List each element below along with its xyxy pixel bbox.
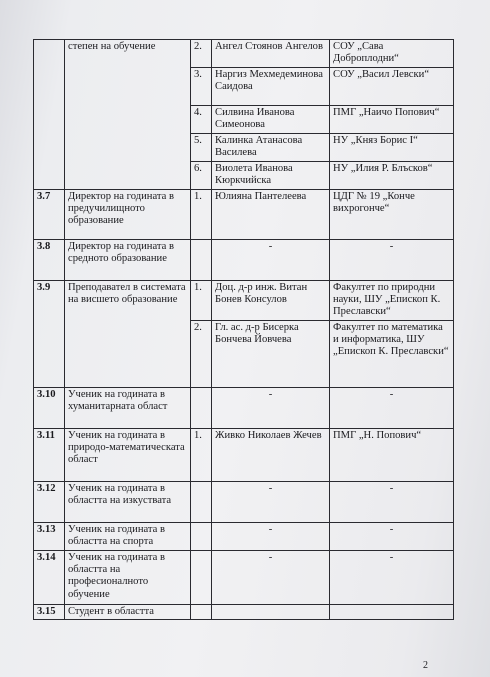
entry-index: 1.	[191, 429, 212, 482]
row-number: 3.8	[34, 240, 65, 281]
category-cell: Ученик на годината в природо-математическата област	[65, 429, 191, 482]
category-cell: Студент в областта	[65, 605, 191, 620]
entry-index: 3.	[191, 68, 212, 106]
dash-cell: -	[212, 551, 330, 605]
entry-org: ПМГ „Н. Попович“	[330, 429, 454, 482]
row-number: 3.10	[34, 388, 65, 429]
entry-name: Наргиз Мехмедеминова Саидова	[212, 68, 330, 106]
table-row	[34, 240, 454, 281]
dash-cell: -	[330, 388, 454, 429]
entry-name: Калинка Атанасова Василева	[212, 134, 330, 162]
empty-index-cell	[191, 605, 212, 620]
row-number: 3.14	[34, 551, 65, 605]
row-number: 3.12	[34, 482, 65, 523]
empty-index-cell	[191, 388, 212, 429]
table-row	[34, 190, 454, 240]
entry-name: Виолета Иванова Кюркчийска	[212, 162, 330, 190]
row-number: 3.13	[34, 523, 65, 551]
entry-index: 1.	[191, 190, 212, 240]
entry-name: Силвина Иванова Симеонова	[212, 106, 330, 134]
entry-index: 2.	[191, 40, 212, 68]
row-number: 3.9	[34, 281, 65, 388]
dash-cell: -	[330, 482, 454, 523]
table-row	[34, 388, 454, 429]
page-number: 2	[423, 660, 428, 671]
empty-index-cell	[191, 551, 212, 605]
table-row	[34, 40, 454, 68]
entry-org: Факултет по математика и информатика, ШУ „Епископ К. Преславски“	[330, 321, 454, 388]
dash-cell: -	[212, 240, 330, 281]
entry-index: 5.	[191, 134, 212, 162]
row-number: 3.7	[34, 190, 65, 240]
table-row	[34, 551, 454, 605]
entry-org: СОУ „Сава Доброплодни“	[330, 40, 454, 68]
entry-name: Живко Николаев Жечев	[212, 429, 330, 482]
empty-index-cell	[191, 523, 212, 551]
entry-org: ЦДГ № 19 „Конче вихрогонче“	[330, 190, 454, 240]
dash-cell: -	[330, 551, 454, 605]
table-row	[34, 281, 454, 321]
entry-index: 4.	[191, 106, 212, 134]
category-cell: Ученик на годината в областта на професионалното обучение	[65, 551, 191, 605]
entry-name: Гл. ас. д-р Бисерка Бончева Йовчева	[212, 321, 330, 388]
category-cell: Директор на годината в предучилищното образование	[65, 190, 191, 240]
empty-cell	[212, 605, 330, 620]
category-cell: Преподавател в системата на висшето образование	[65, 281, 191, 388]
entry-org: Факултет по природни науки, ШУ „Епископ К. Преславски“	[330, 281, 454, 321]
entry-org: ПМГ „Наичо Попович“	[330, 106, 454, 134]
table-row	[34, 429, 454, 482]
entry-org: СОУ „Васил Левски“	[330, 68, 454, 106]
entry-org: НУ „Княз Борис I“	[330, 134, 454, 162]
row-number	[34, 40, 65, 190]
dash-cell: -	[330, 523, 454, 551]
table-row	[34, 482, 454, 523]
entry-name: Юлияна Пантелеева	[212, 190, 330, 240]
empty-index-cell	[191, 482, 212, 523]
row-number: 3.11	[34, 429, 65, 482]
dash-cell: -	[212, 388, 330, 429]
empty-index-cell	[191, 240, 212, 281]
table-row	[34, 605, 454, 620]
dash-cell: -	[212, 523, 330, 551]
category-cell: Ученик на годината в хуманитарната област	[65, 388, 191, 429]
category-cell: степен на обучение	[65, 40, 191, 190]
row-number: 3.15	[34, 605, 65, 620]
entry-index: 1.	[191, 281, 212, 321]
awards-table	[33, 39, 454, 620]
entry-index: 6.	[191, 162, 212, 190]
entry-name: Доц. д-р инж. Витан Бонев Консулов	[212, 281, 330, 321]
empty-cell	[330, 605, 454, 620]
entry-org: НУ „Илия Р. Блъсков“	[330, 162, 454, 190]
dash-cell: -	[212, 482, 330, 523]
category-cell: Ученик на годината в областта на изкуствата	[65, 482, 191, 523]
category-cell: Ученик на годината в областта на спорта	[65, 523, 191, 551]
table-row	[34, 523, 454, 551]
entry-index: 2.	[191, 321, 212, 388]
entry-name: Ангел Стоянов Ангелов	[212, 40, 330, 68]
category-cell: Директор на годината в средното образование	[65, 240, 191, 281]
dash-cell: -	[330, 240, 454, 281]
